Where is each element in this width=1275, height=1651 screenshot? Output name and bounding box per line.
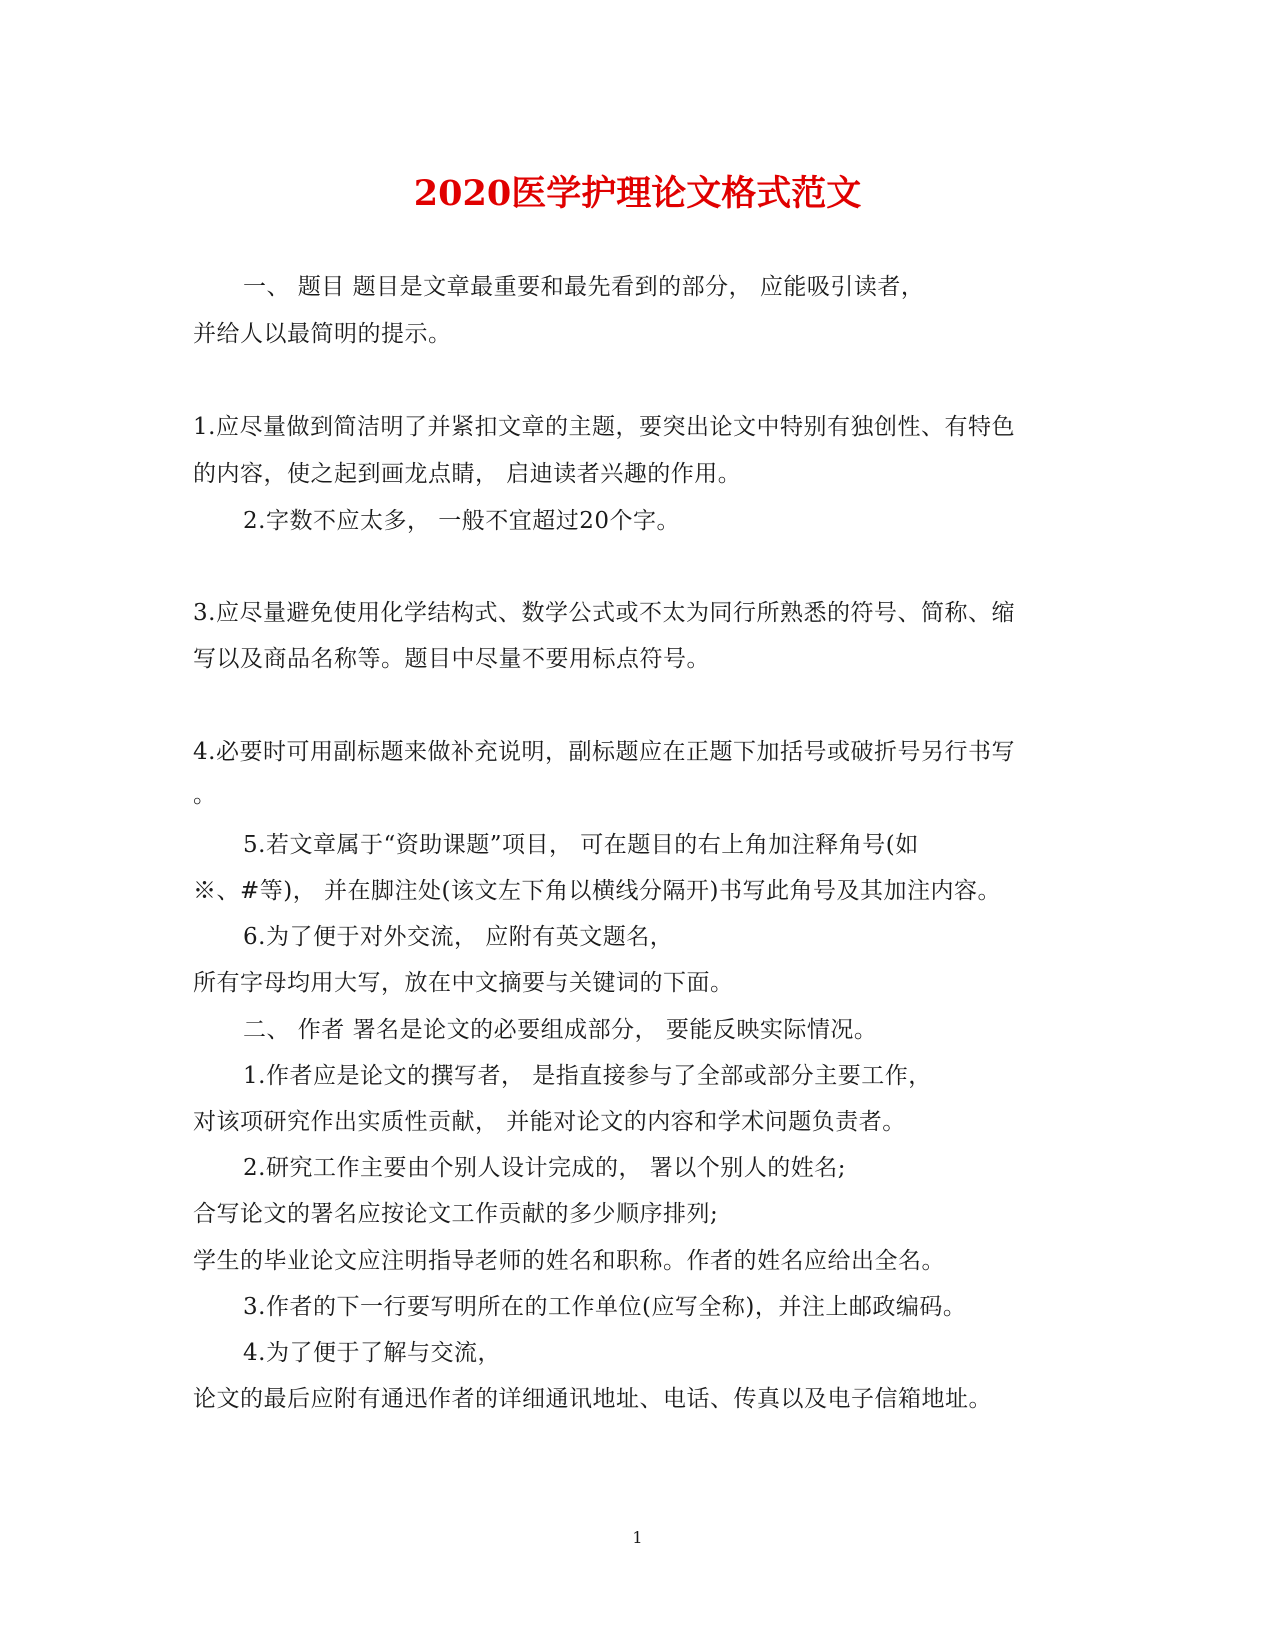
body-line: 论文的最后应附有通迅作者的详细通讯地址、电话、传真以及电子信箱地址。 xyxy=(193,1386,992,1412)
body-line: 一、 题目 题目是文章最重要和最先看到的部分， 应能吸引读者， xyxy=(243,274,925,300)
body-line: 4.为了便于了解与交流， xyxy=(243,1340,501,1366)
body-line: 3.作者的下一行要写明所在的工作单位(应写全称)，并注上邮政编码。 xyxy=(243,1294,967,1320)
body-line: 并给人以最简明的提示。 xyxy=(193,321,452,347)
body-line: 对该项研究作出实质性贡献， 并能对论文的内容和学术问题负责者。 xyxy=(193,1109,906,1135)
body-line: 所有字母均用大写，放在中文摘要与关键词的下面。 xyxy=(193,970,734,996)
body-line: 5.若文章属于“资助课题”项目， 可在题目的右上角加注释角号(如 xyxy=(243,832,919,858)
body-line: ※、#等)， 并在脚注处(该文左下角以横线分隔开)书写此角号及其加注内容。 xyxy=(193,878,1002,904)
body-line: 1.应尽量做到简洁明了并紧扣文章的主题，要突出论文中特别有独创性、有特色 xyxy=(193,414,1015,440)
body-line: 2.字数不应太多， 一般不宜超过20个字。 xyxy=(243,508,681,534)
body-line: 合写论文的署名应按论文工作贡献的多少顺序排列; xyxy=(193,1201,719,1227)
body-line: 学生的毕业论文应注明指导老师的姓名和职称。作者的姓名应给出全名。 xyxy=(193,1248,945,1274)
body-line: 二、 作者 署名是论文的必要组成部分， 要能反映实际情况。 xyxy=(243,1017,878,1043)
page-number: 1 xyxy=(632,1528,643,1547)
body-line: 4.必要时可用副标题来做补充说明，副标题应在正题下加括号或破折号另行书写 xyxy=(193,739,1015,765)
body-line: 2.研究工作主要由个别人设计完成的， 署以个别人的姓名; xyxy=(243,1155,847,1181)
body-line: 1.作者应是论文的撰写者， 是指直接参与了全部或部分主要工作， xyxy=(243,1063,932,1089)
document-title: 2020医学护理论文格式范文 xyxy=(413,173,862,214)
body-line: 6.为了便于对外交流， 应附有英文题名， xyxy=(243,924,674,950)
body-line: 。 xyxy=(193,782,217,808)
body-line: 的内容，使之起到画龙点睛， 启迪读者兴趣的作用。 xyxy=(193,461,742,487)
body-line: 写以及商品名称等。题目中尽量不要用标点符号。 xyxy=(193,646,710,672)
body-line: 3.应尽量避免使用化学结构式、数学公式或不太为同行所熟悉的符号、简称、缩 xyxy=(193,600,1015,626)
